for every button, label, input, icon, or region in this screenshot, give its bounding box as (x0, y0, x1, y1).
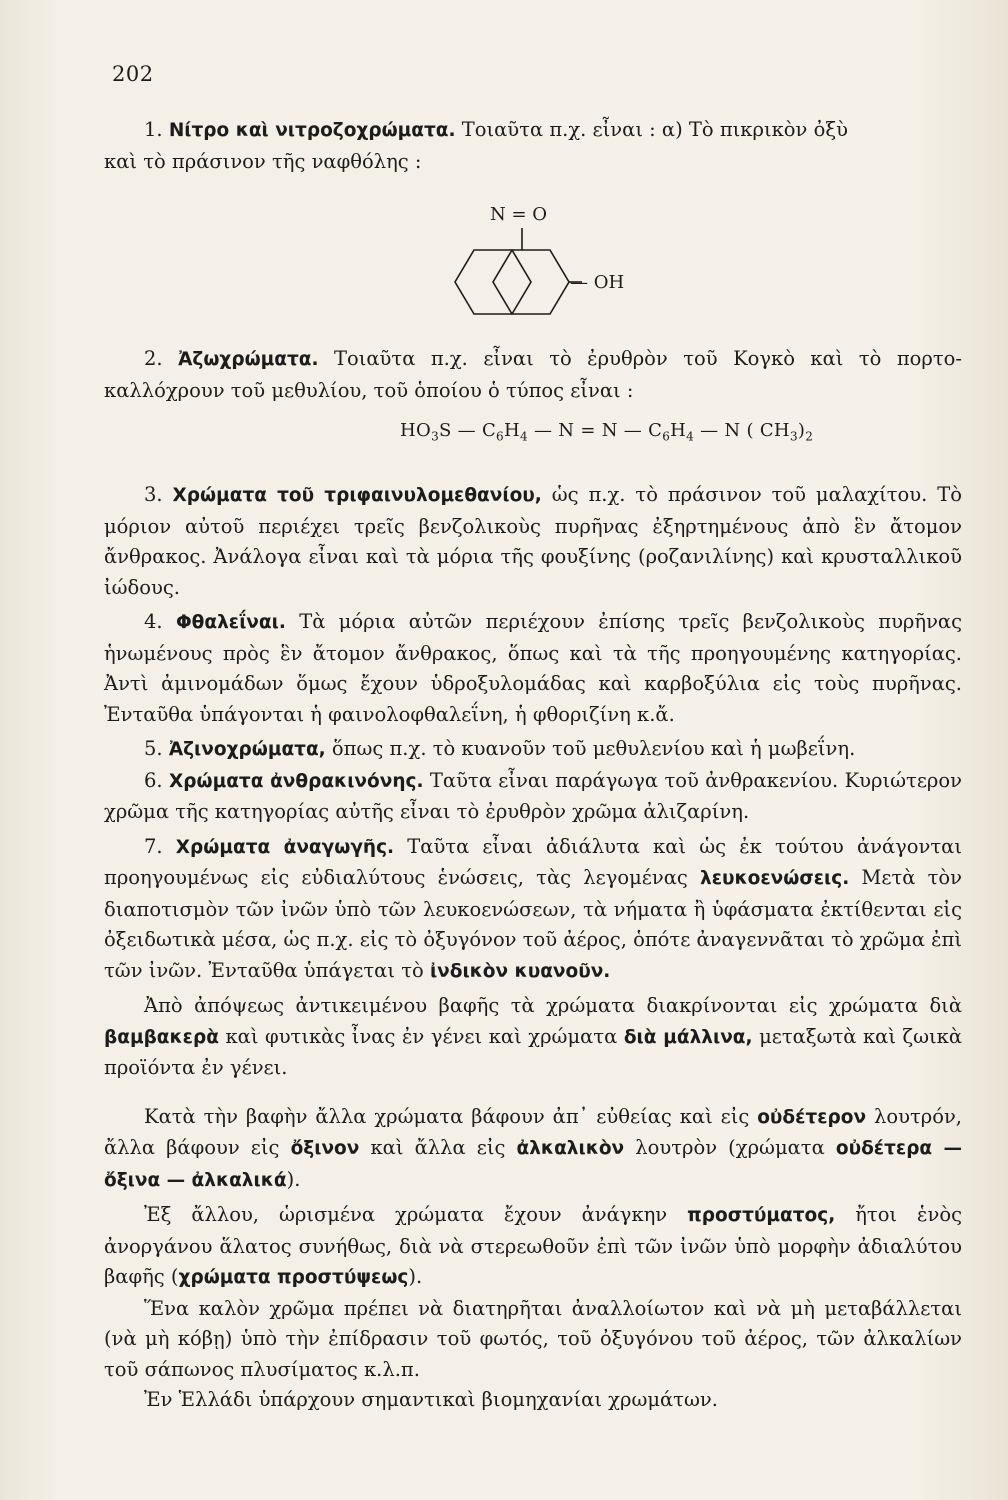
item-7: 7. Χρώματα ἀναγωγῆς. Ταῦτα εἶναι ἀδιάλυτα καὶ ὡς ἐκ τούτου ἀνάγονται προηγουμένως εἰς εὐδιαλύτους ἑνώσεις, τὰς λεγομένας λευκοενώσεις. Μετὰ τὸν διαποτισμὸν τῶν ἰνῶν ὑπὸ τῶν λευκοενώσεων, τὰ νήματα ἢ ὑφάσματα ἐκτίθενται εἰς ὀξειδωτικὰ μέσα, ὡς π.χ. εἰς τὸ ὀξυγόνον τοῦ ἀέρος, ὁπότε ἀναγεννᾶται τὸ χρῶμα ἐπὶ τῶν ἰνῶν. Ἐνταῦθα ὑπάγεται τὸ ἰνδικὸν κυανοῦν. (104, 834, 962, 982)
item-4: 4. Φθαλεΐναι. Τὰ μόρια αὐτῶν περιέχουν ἐπίσης τρεῖς βενζολικοὺς πυρῆνας ἡνωμένους πρὸς ἓν ἄτομον ἄνθρακος, ὅπως καὶ τὰ τῆς προηγουμένης κατηγορίας. Ἀντὶ ἀμινομάδων ὅμως ἔχουν ὑδροξυλομάδας καὶ καρβοξύλια εἰς τοὺς πυρῆνας. Ἐνταῦθα ὑπάγονται ἡ φαινολοφθαλεΐνη, ἡ φθοριζίνη κ.ἄ. (104, 610, 963, 726)
paragraph-bath-types: Κατὰ τὴν βαφὴν ἄλλα χρώματα βάφουν ἀπ᾽ εὐθείας καὶ εἰς οὐδέτερον λουτρόν, ἄλλα βάφουν εἰς ὄξινον καὶ ἄλλα εἰς ἀλκαλικὸν λουτρὸν (χρώματα οὐδέτερα — ὄξινα — ἀλκαλικά). (104, 1104, 962, 1191)
item-4-title: Φθαλεΐναι. (175, 612, 286, 633)
item-1 (104, 115, 962, 177)
main-text (104, 480, 962, 1416)
item-2: 2. Ἀζωχρώματα. Τοιαῦτα π.χ. εἶναι τὸ ἐρυθρὸν τοῦ Κογκὸ καὶ τὸ πορτο-καλλόχρουν τοῦ μεθυλίου, τοῦ ὁποίου ὁ τύπος εἶναι : (104, 347, 963, 402)
item-5-title: Ἀζινοχρώματα, (168, 739, 326, 760)
item-3-title: Χρώματα τοῦ τριφαινυλομεθανίου, (172, 485, 542, 506)
item-1-title: Νίτρο καὶ νιτροζοχρώματα. (168, 120, 456, 141)
naphthol-structure (420, 190, 640, 340)
paragraph-greek-industry: Ἐν Ἑλλάδι ὑπάρχουν σημαντικαὶ βιομηχανίαι χρωμάτων. (144, 1388, 718, 1411)
item-7-title: Χρώματα ἀναγωγῆς. (175, 836, 395, 858)
structure-top-label: N = O (490, 204, 548, 225)
item-1-line2: καὶ τὸ πράσινον τῆς ναφθόλης : (104, 149, 422, 173)
item-2-title: Ἀζωχρώματα. (178, 349, 319, 370)
item-3: 3. Χρώματα τοῦ τριφαινυλομεθανίου, ὡς π.χ. τὸ πράσινον τοῦ μαλαχίτου. Τὸ μόριον αὐτοῦ περιέχει τρεῖς βενζολικοὺς πυρῆνας ἐξηρτημένους ἀπὸ ἓν ἄτομον ἄνθρακος. Ἀνάλογα εἶναι καὶ τὰ μόρια τῆς φουξίνης (ροζανιλίνης) καὶ κρυσταλλικοῦ ἰώδους. (104, 483, 962, 599)
paragraph-dye-objects: Ἀπὸ ἀπόψεως ἀντικειμένου βαφῆς τὰ χρώματα διακρίνονται εἰς χρώματα διὰ βαμβακερὰ καὶ φυτικὰς ἶνας ἐν γένει καὶ χρώματα διὰ μάλλινα, μεταξωτὰ καὶ ζωικὰ προϊόντα ἐν γένει. (104, 994, 963, 1079)
paragraph-mordant: Ἐξ ἄλλου, ὡρισμένα χρώματα ἔχουν ἀνάγκην προστύματος, ἤτοι ἑνὸς ἀνοργάνου ἅλατος συνήθως, διὰ νὰ στερεωθοῦν ἐπὶ τῶν ἰνῶν ὑπὸ μορφὴν ἀδιαλύτου βαφῆς (χρώματα προστύψεως). (104, 1203, 962, 1288)
methyl-orange-formula: $HO_3S$ — $C_6H_4$ — N = N — $C_6H_4$ — N ( $CH_3)_2$ (400, 420, 814, 444)
item-6-title: Χρώματα ἀνθρακινόνης. (169, 770, 424, 792)
structure-oh-label: — OH (570, 272, 625, 293)
paragraph-good-dye: Ἕνα καλὸν χρῶμα πρέπει νὰ διατηρῆται ἀναλλοίωτον καὶ νὰ μὴ μεταβάλλεται (νὰ μὴ κόβῃ) ὑπὸ τὴν ἐπίδρασιν τοῦ φωτός, τοῦ ὀξυγόνου τοῦ ἀέρος, τῶν ἀλκαλίων τοῦ σάπωνος πλυσίματος κ.λ.π. (104, 1296, 962, 1381)
item-6: 6. Χρώματα ἀνθρακινόνης. Ταῦτα εἶναι παράγωγα τοῦ ἀνθρακενίου. Κυριώτερον χρῶμα τῆς κατηγορίας αὐτῆς εἶναι τὸ ἐρυθρὸν χρῶμα ἀλιζαρίνη. (104, 768, 962, 823)
item-1-line: 1. Νίτρο καὶ νιτροζοχρώματα. Τοιαῦτα π.χ. εἶναι : α) Τὸ πικρικὸν ὀξὺ (144, 118, 848, 141)
item-5: 5. Ἀζινοχρώματα, ὅπως π.χ. τὸ κυανοῦν τοῦ μεθυλενίου καὶ ἡ μωβεΐνη. (144, 737, 856, 760)
page-number: 202 (112, 62, 154, 86)
